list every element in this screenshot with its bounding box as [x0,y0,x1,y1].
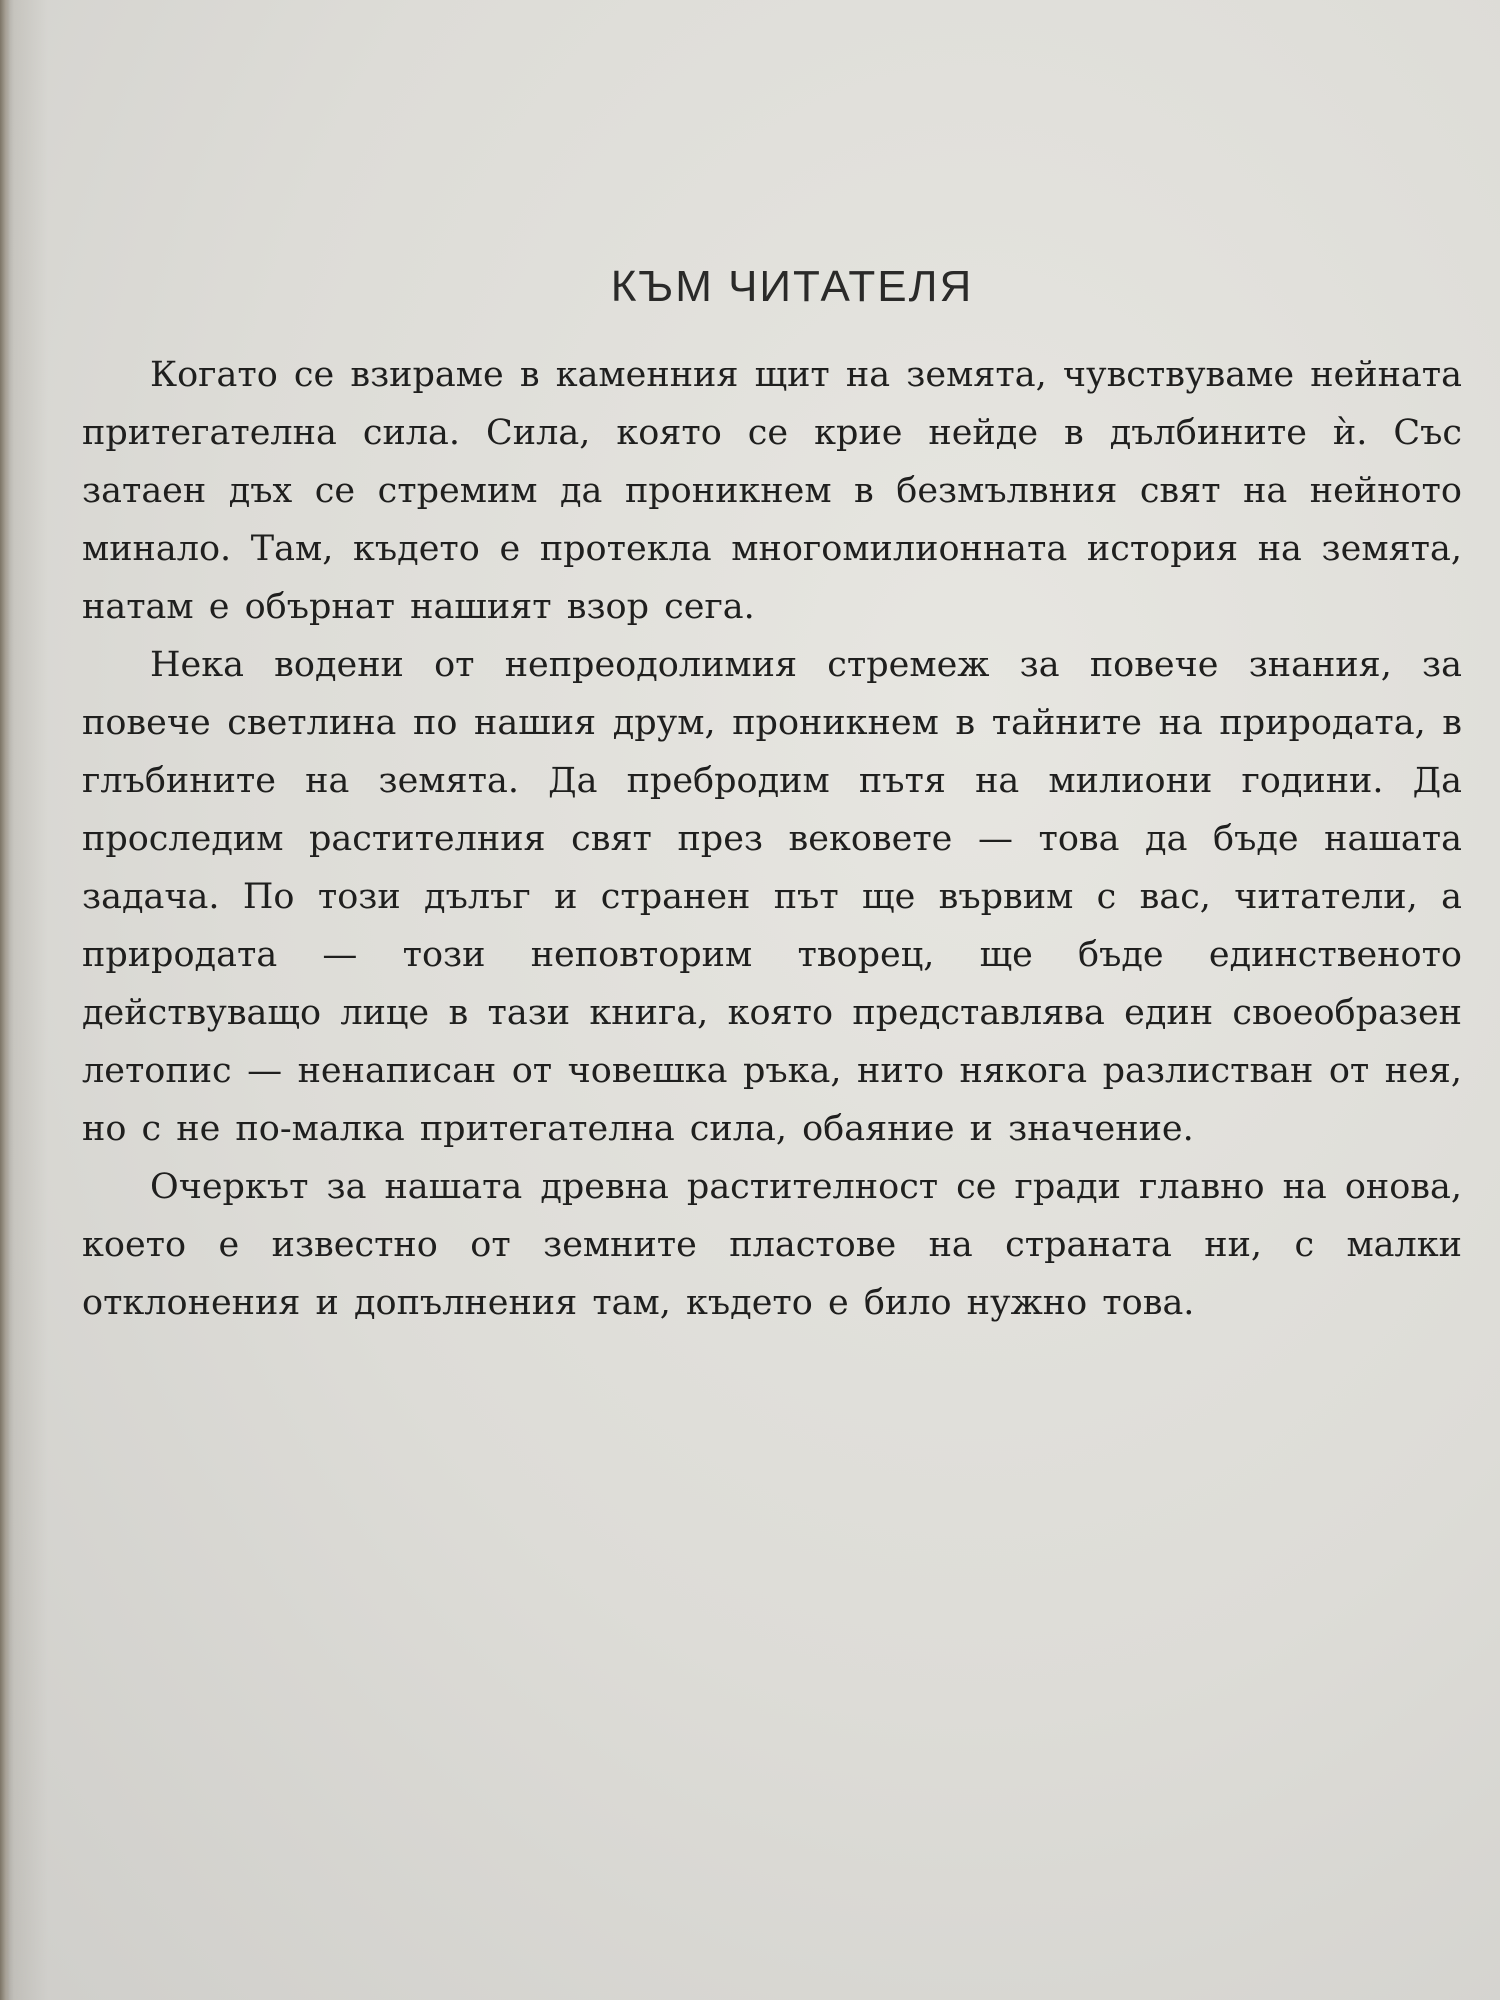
page-spine-shadow [0,0,10,2000]
paragraph-1: Когато се взираме в каменния щит на земята, чувствуваме нейната притегателна сила. Сила, която се крие нейде в дълбините ѝ. Със затаен дъх се стремим да проникнем в безмълвния свят на нейното минало. Там, където е протекла многомилионната история на земята, натам е обърнат нашият взор сега. [82,355,1462,627]
paragraph-3: Очеркът за нашата древна растителност се гради главно на онова, което е известно от земните пластове на страната ни, с малки отклонения и допълнения там, където е било нужно това. [82,1167,1462,1323]
page-content [82,262,1462,1332]
paragraph-2: Нека водени от непреодолимия стремеж за повече знания, за повече светлина по нашия друм, проникнем в тайните на природата, в глъбините на земята. Да пребродим пътя на милиони години. Да проследим растителния свят през вековете — това да бъде нашата задача. По този дълъг и странен път ще вървим с вас, читатели, а природата — този неповторим творец, ще бъде единственото действуващо лице в тази книга, която представлява един своеобразен летопис — ненаписан от човешка ръка, нито някога разлистван от нея, но с не по-малка притегателна сила, обаяние и значение. [82,645,1462,1149]
chapter-title: КЪМ ЧИТАТЕЛЯ [610,262,974,311]
